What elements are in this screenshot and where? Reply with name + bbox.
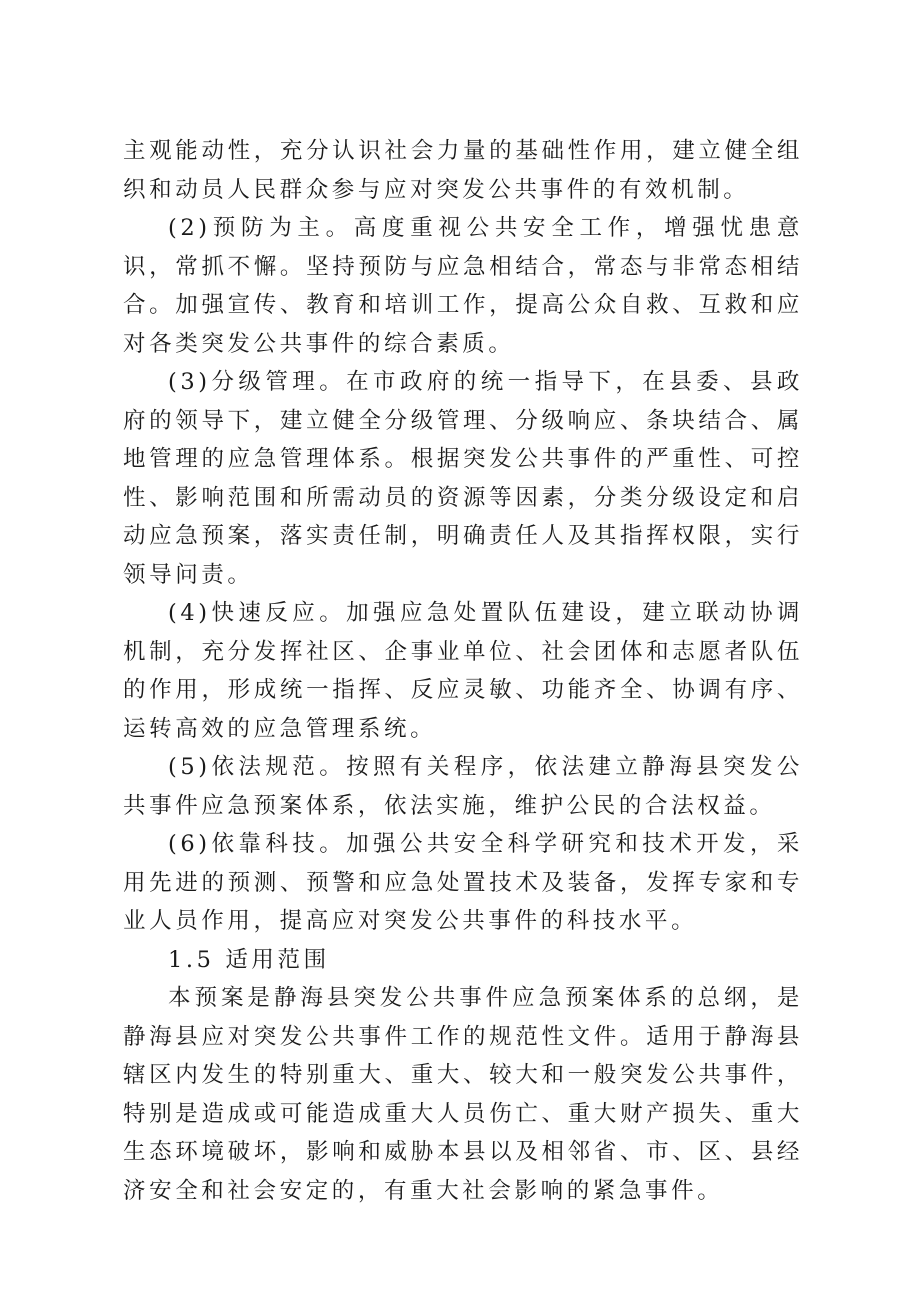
paragraph-legal-standards: (5)依法规范。按照有关程序，依法建立静海县突发公共事件应急预案体系，依法实施，维护公民的合法权益。 [123, 754, 803, 819]
document-body [123, 132, 803, 1210]
paragraph-technology: (6)依靠科技。加强公共安全科学研究和技术开发，采用先进的预测、预警和应急处置技术及装备，发挥专家和专业人员作用，提高应对突发公共事件的科技水平。 [123, 831, 803, 934]
paragraph-intro-continuation: 主观能动性，充分认识社会力量的基础性作用，建立健全组织和动员人民群众参与应对突发公共事件的有效机制。 [123, 138, 803, 203]
paragraph-scope: 本预案是静海县突发公共事件应急预案体系的总纲，是静海县应对突发公共事件工作的规范性文件。适用于静海县辖区内发生的特别重大、重大、较大和一般突发公共事件，特别是造成或可能造成重大人员伤亡、重大财产损失、重大生态环境破坏，影响和威胁本县以及相邻省、市、区、县经济安全和社会安定的，有重大社会影响的紧急事件。 [123, 985, 803, 1204]
section-heading-scope: 1.5 适用范围 [168, 946, 330, 973]
paragraph-rapid-response: (4)快速反应。加强应急处置队伍建设，建立联动协调机制，充分发挥社区、企事业单位、社会团体和志愿者队伍的作用，形成统一指挥、反应灵敏、功能齐全、协调有序、运转高效的应急管理系统。 [123, 600, 803, 742]
paragraph-prevention-first: (2)预防为主。高度重视公共安全工作，增强忧患意识，常抓不懈。坚持预防与应急相结合，常态与非常态相结合。加强宣传、教育和培训工作，提高公众自救、互救和应对各类突发公共事件的综合素质。 [123, 215, 803, 357]
paragraph-tiered-management: (3)分级管理。在市政府的统一指导下，在县委、县政府的领导下，建立健全分级管理、分级响应、条块结合、属地管理的应急管理体系。根据突发公共事件的严重性、可控性、影响范围和所需动员的资源等因素，分类分级设定和启动应急预案，落实责任制，明确责任人及其指挥权限，实行领导问责。 [123, 369, 803, 588]
